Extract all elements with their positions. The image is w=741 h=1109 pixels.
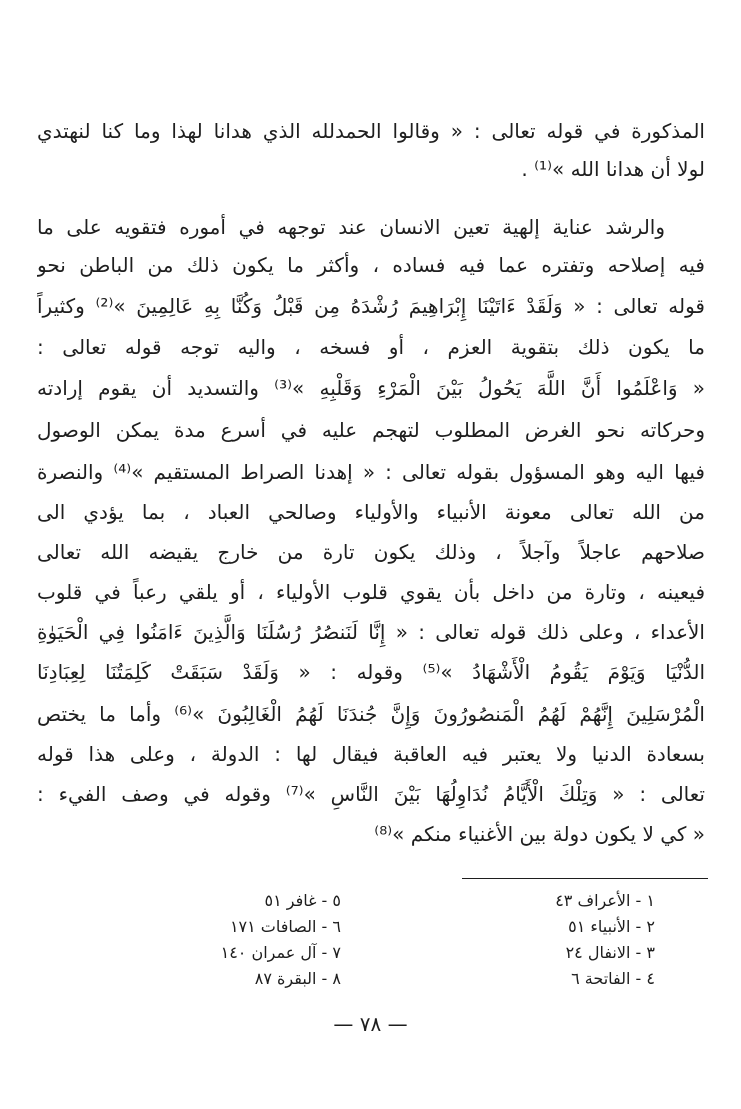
footnotes-left-column <box>121 888 341 992</box>
body-line: بسعادة الدنيا ولا يعتبر فيه العاقبة فيقال لها : الدولة ، وعلى هذا قوله <box>37 742 705 766</box>
body-line: والرشد عناية إلهية تعين الانسان عند توجهه في أموره فتقويه على ما <box>37 215 665 239</box>
body-line: الْمُرْسَلِينَ إِنَّهُمْ لَهُمُ الْمَنصُورُونَ وَإِنَّ جُندَنَا لَهُمُ الْغَالِبُونَ »⁽⁶⁾ وأما ما يختص <box>37 702 705 726</box>
page-number: — ٧٨ — <box>333 1012 408 1036</box>
body-line: الدُّنْيَا وَيَوْمَ يَقُومُ الْأَشْهَادُ »⁽⁵⁾ وقوله : « وَلَقَدْ سَبَقَتْ كَلِمَتُنَا لِعِبَادِنَا <box>37 660 705 684</box>
footnote: ١ - الأعراف ٤٣ <box>555 891 655 910</box>
body-line: من الله تعالى معونة الأنبياء والأولياء وصالحي العباد ، بما يؤدي الى <box>37 500 705 524</box>
body-line: فيها اليه وهو المسؤول بقوله تعالى : « إهدنا الصراط المستقيم »⁽⁴⁾ والنصرة <box>37 460 705 484</box>
body-line: المذكورة في قوله تعالى : « وقالوا الحمدلله الذي هدانا لهذا وما كنا لنهتدي <box>37 119 705 143</box>
body-line: تعالى : « وَتِلْكَ الْأَيَّامُ نُدَاوِلُهَا بَيْنَ النَّاسِ »⁽⁷⁾ وقوله في وصف الفيء : <box>37 782 705 806</box>
body-line: الأعداء ، وعلى ذلك قوله تعالى : « إِنَّا لَنَنصُرُ رُسُلَنَا وَالَّذِينَ ءَامَنُوا فِي الْحَيَوٰةِ <box>37 620 705 644</box>
footnote-divider <box>462 878 708 879</box>
body-line: ما يكون ذلك بتقوية العزم ، أو فسخه ، واليه توجه قوله تعالى : <box>37 335 705 359</box>
footnote: ٥ - غافر ٥١ <box>264 891 341 910</box>
body-line: قوله تعالى : « وَلَقَدْ ءَاتَيْنَا إِبْرَاهِيمَ رُشْدَهُ مِن قَبْلُ وَكُنَّا بِهِ عَالِمِينَ »⁽²⁾ وكثيراً <box>37 294 705 318</box>
footnote: ٧ - آل عمران ١٤٠ <box>220 943 341 962</box>
body-line: فيعينه ، وتارة من داخل بأن يقوي قلوب الأولياء ، أو يلقي رعباً في قلوب <box>37 580 705 604</box>
footnote: ٤ - الفاتحة ٦ <box>571 969 655 988</box>
footnote: ٣ - الانفال ٢٤ <box>565 943 655 962</box>
footnotes-right-column <box>455 888 655 992</box>
body-line: « كي لا يكون دولة بين الأغنياء منكم »⁽⁸⁾ <box>374 822 705 846</box>
footnote: ٨ - البقرة ٨٧ <box>254 969 341 988</box>
body-line: وحركاته نحو الغرض المطلوب لتهجم عليه في أسرع مدة يمكن الوصول <box>37 418 705 442</box>
body-line: صلاحهم عاجلاً وآجلاً ، وذلك يكون تارة من خارج يقيضه الله تعالى <box>37 540 705 564</box>
body-line: لولا أن هدانا الله »⁽¹⁾ . <box>521 157 705 181</box>
body-line: فيه إصلاحه وتفتره عما فيه فساده ، وأكثر ما يكون ذلك من الباطن نحو <box>37 253 705 277</box>
footnote: ٦ - الصافات ١٧١ <box>229 917 341 936</box>
body-line: « وَاعْلَمُوا أَنَّ اللَّهَ يَحُولُ بَيْنَ الْمَرْءِ وَقَلْبِهِ »⁽³⁾ والتسديد أن يقوم إرادته <box>37 376 705 400</box>
footnote: ٢ - الأنبياء ٥١ <box>568 917 655 936</box>
